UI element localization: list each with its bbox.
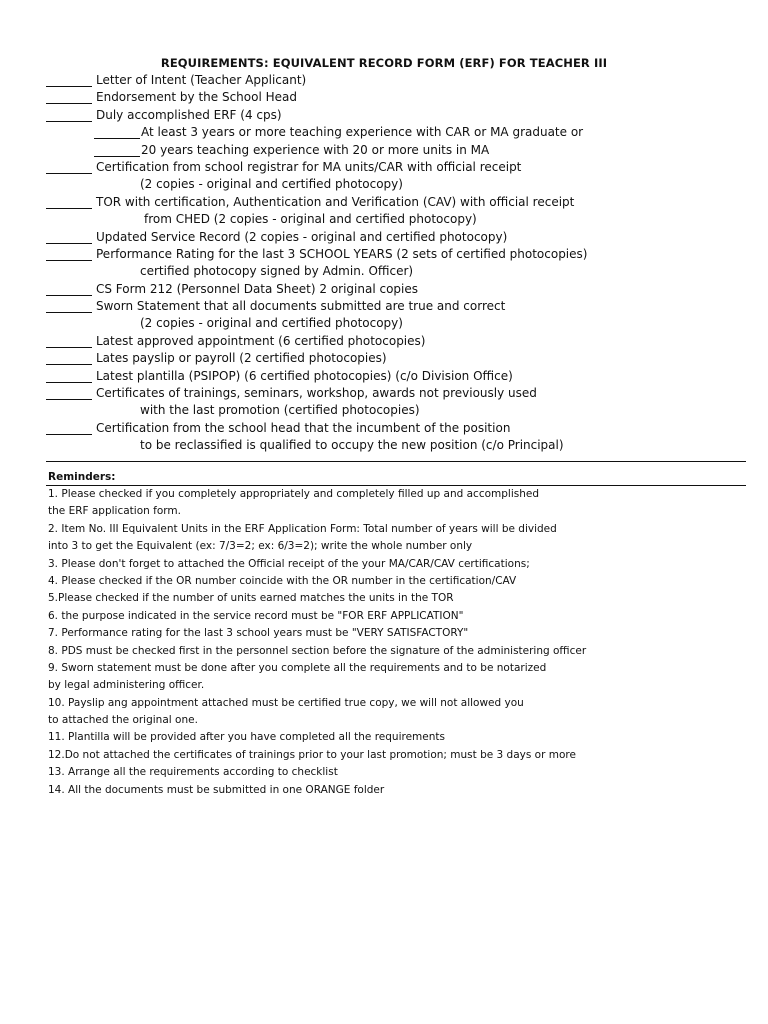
check-blank[interactable] xyxy=(46,281,92,296)
checklist-item-text: Duly accomplished ERF (4 cps) xyxy=(96,107,282,122)
checklist-item-text: (2 copies - original and certified photocopy) xyxy=(140,177,403,192)
checklist-item-text: CS Form 212 (Personnel Data Sheet) 2 original copies xyxy=(96,281,419,296)
reminder-line: 14. All the documents must be submitted in one ORANGE folder xyxy=(48,783,385,796)
checklist-item-text: Sworn Statement that all documents submitted are true and correct xyxy=(96,299,506,314)
checklist-item xyxy=(0,124,768,141)
reminders-heading: Reminders: xyxy=(48,471,116,483)
reminder-line: 6. the purpose indicated in the service record must be "FOR ERF APPLICATION" xyxy=(48,609,464,622)
reminder-line: 5.Please checked if the number of units earned matches the units in the TOR xyxy=(48,592,454,605)
checklist-item xyxy=(0,402,768,419)
reminder-line: to attached the original one. xyxy=(48,714,198,727)
checklist-item-text: (2 copies - original and certified photocopy) xyxy=(140,316,403,331)
check-blank[interactable] xyxy=(46,194,92,209)
checklist-item xyxy=(0,298,768,315)
checklist-item-text: to be reclassified is qualified to occupy the new position (c/o Principal) xyxy=(140,438,564,453)
reminder-line: 4. Please checked if the OR number coincide with the OR number in the certification/CAV xyxy=(48,574,517,587)
checklist-item-text: with the last promotion (certified photocopies) xyxy=(140,403,420,418)
requirements-checklist xyxy=(0,72,768,455)
checklist-item-text: Endorsement by the School Head xyxy=(96,90,297,105)
checklist-item xyxy=(0,246,768,263)
reminder-line: 12.Do not attached the certificates of trainings prior to your last promotion; must be 3 days or more xyxy=(48,748,576,761)
checklist-item xyxy=(0,420,768,437)
reminder-line: 1. Please checked if you completely appropriately and completely filled up and accomplished xyxy=(48,488,539,500)
check-blank[interactable] xyxy=(46,385,92,400)
reminder-line: 13. Arrange all the requirements according to checklist xyxy=(48,766,338,779)
checklist-item-text: Updated Service Record (2 copies - original and certified photocopy) xyxy=(96,229,508,244)
checklist-item xyxy=(0,350,768,367)
checklist-item-text: certified photocopy signed by Admin. Officer) xyxy=(140,264,414,279)
reminders-list xyxy=(48,486,748,799)
checklist-item-text: Certification from school registrar for MA units/CAR with official receipt xyxy=(96,159,522,174)
checklist-item xyxy=(0,107,768,124)
checklist-item-text: Performance Rating for the last 3 SCHOOL YEARS (2 sets of certified photocopies) xyxy=(96,246,588,261)
checklist-item xyxy=(0,315,768,332)
check-blank[interactable] xyxy=(46,333,92,348)
check-blank[interactable] xyxy=(46,89,92,104)
reminder-line: 9. Sworn statement must be done after you complete all the requirements and to be notarized xyxy=(48,661,547,674)
checklist-item-text: Certification from the school head that the incumbent of the position xyxy=(96,420,511,435)
checklist-item-text: Letter of Intent (Teacher Applicant) xyxy=(96,73,307,87)
check-blank[interactable] xyxy=(46,350,92,365)
checklist-item-text: TOR with certification, Authentication and Verification (CAV) with official receipt xyxy=(96,194,575,209)
checklist-item-text: 20 years teaching experience with 20 or more units in MA xyxy=(141,142,490,157)
checklist-item xyxy=(0,159,768,176)
check-blank[interactable] xyxy=(46,246,92,261)
checklist-item-text: At least 3 years or more teaching experience with CAR or MA graduate or xyxy=(141,125,584,140)
check-blank[interactable] xyxy=(46,159,92,174)
checklist-item xyxy=(0,333,768,350)
checklist-item xyxy=(0,89,768,106)
checklist-item-text: from CHED (2 copies - original and certified photocopy) xyxy=(144,212,477,227)
check-blank[interactable] xyxy=(94,142,140,157)
check-blank[interactable] xyxy=(46,420,92,435)
checklist-item xyxy=(0,281,768,298)
reminder-line: 2. Item No. III Equivalent Units in the ERF Application Form: Total number of years will be divided xyxy=(48,522,557,535)
reminder-line: 7. Performance rating for the last 3 school years must be "VERY SATISFACTORY" xyxy=(48,627,469,640)
checklist-item xyxy=(0,229,768,246)
reminder-line: the ERF application form. xyxy=(48,505,181,518)
check-blank[interactable] xyxy=(46,72,92,87)
divider-top xyxy=(46,461,746,462)
checklist-item xyxy=(0,194,768,211)
checklist-item xyxy=(0,211,768,228)
reminder-line: 11. Plantilla will be provided after you have completed all the requirements xyxy=(48,731,445,744)
reminder-line: by legal administering officer. xyxy=(48,679,205,692)
checklist-item xyxy=(0,263,768,280)
checklist-item xyxy=(0,368,768,385)
checklist-item xyxy=(0,437,768,454)
checklist-item-text: Latest approved appointment (6 certified photocopies) xyxy=(96,333,426,348)
check-blank[interactable] xyxy=(46,298,92,313)
checklist-item-text: Latest plantilla (PSIPOP) (6 certified photocopies) (c/o Division Office) xyxy=(96,368,513,383)
reminder-line: into 3 to get the Equivalent (ex: 7/3=2; ex: 6/3=2); write the whole number only xyxy=(48,540,473,553)
checklist-item xyxy=(0,176,768,193)
reminder-line: 3. Please don't forget to attached the Official receipt of the your MA/CAR/CAV certifications; xyxy=(48,557,530,570)
reminder-line: 8. PDS must be checked first in the personnel section before the signature of the administering officer xyxy=(48,644,587,657)
checklist-item-text: Certificates of trainings, seminars, workshop, awards not previously used xyxy=(96,386,537,401)
check-blank[interactable] xyxy=(46,368,92,383)
checklist-item xyxy=(0,385,768,402)
reminder-line: 10. Payslip ang appointment attached must be certified true copy, we will not allowed you xyxy=(48,696,524,709)
page-title: REQUIREMENTS: EQUIVALENT RECORD FORM (ERF) FOR TEACHER III xyxy=(160,56,608,70)
checklist-item xyxy=(0,142,768,159)
check-blank[interactable] xyxy=(46,107,92,122)
checklist-item xyxy=(0,72,768,89)
check-blank[interactable] xyxy=(46,229,92,244)
check-blank[interactable] xyxy=(94,124,140,139)
checklist-item-text: Lates payslip or payroll (2 certified photocopies) xyxy=(96,351,387,366)
